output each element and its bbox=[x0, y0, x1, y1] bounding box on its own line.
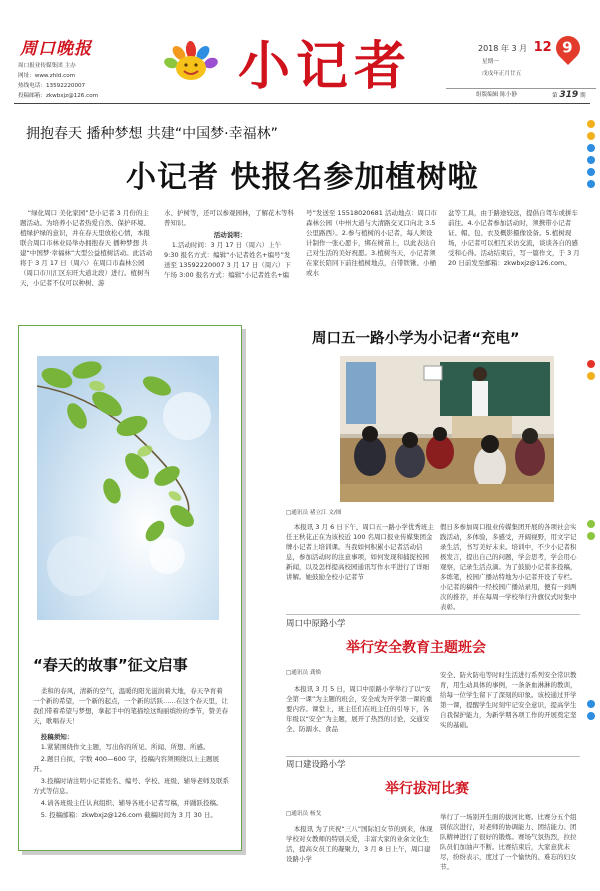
banner-kicker: 拥抱春天 播种梦想 共建“中国梦·幸福林” bbox=[26, 126, 278, 142]
lead-col-1-text: “绿化周口 美化家园”是小记者 3 月份的主题活动。为培养小记者热爱自然、保护环境、植绿护绿的意识，并在春天里放松心情，本报联合周口市林业局举办拥抱春天 播种梦想 共建“中国梦·幸福林”大型公益植树活动。此活动将于 3 月 17 日（周六）在周口市森林公园（周口市川汇区东旺大道北段）进行。植树当天，小记者不仅可以种树、游 bbox=[20, 209, 153, 287]
brand-title: 小记者 bbox=[238, 36, 413, 97]
story2-title: 举行安全教育主题班会 bbox=[346, 640, 486, 656]
side-dot-strip bbox=[586, 120, 596, 800]
feature-rule-3: 3.投稿时请注明小记者姓名、编号、学校、班级、辅导老师及联系方式等信息。 bbox=[33, 777, 229, 795]
children-sun-logo-icon bbox=[160, 36, 222, 82]
story2-divider bbox=[286, 614, 580, 615]
lead-col-4-text: 盆等工具，由于路途较远，提倡自驾车或拼车前往。4.小记者参加活动时，须携带小记者证、帽、包、衣及概影摄像设备。5.植树现场，小记者可以相互采访交流，谈谈各自的感受和心得。活动结束后，写一篇作文，于 3 月 20 日前发至邮箱：zkwbxjz@126.com。 bbox=[448, 209, 580, 267]
banner-headline: 小记者 快报名参加植树啦 bbox=[126, 160, 479, 195]
story1-body-right bbox=[440, 522, 580, 614]
feature-intro: 柔和的春风，清新的空气，温暖的阳光滋润着大地，春天孕育着一个新的希望，一个新的起点，一个新的活跃……在这个春天里，让我们带着希望与梦想，拿起手中的笔描绘这绚丽缤纷的季节，赞美春天，歌唱春天！ bbox=[33, 687, 228, 725]
date-line bbox=[478, 40, 552, 55]
lead-col-4 bbox=[448, 208, 580, 306]
story3-body-left bbox=[286, 824, 434, 886]
lead-col-1 bbox=[20, 208, 154, 306]
issue-number: 319 bbox=[559, 90, 579, 100]
story3-byline: □通讯员 杨戈 bbox=[286, 811, 322, 817]
hotline: 热线电话：13592220007 bbox=[18, 83, 86, 89]
masthead-divider bbox=[14, 103, 590, 104]
story1-title: 周口五一路小学为小记者“充电” bbox=[312, 331, 520, 347]
story2-body-right-text: 安全、防火防电等时时生活进行系列安全常识教育，用生动具体的事例，一条条血淋淋的教训，给每一位学生留下了深刻的印象。该校通过开学第一课，提醒学生时刻牢记安全意识，提高学生自我保护能力，为新学期各项工作的开展奠定坚实的基础。 bbox=[440, 671, 577, 729]
masthead bbox=[0, 0, 600, 104]
story3-kicker: 周口建设路小学 bbox=[286, 760, 346, 770]
feature-rule-2: 2.题目自拟，字数 400—600 字，投稿内容须围绕以上主题展开。 bbox=[33, 755, 219, 773]
editor-bar bbox=[446, 88, 596, 101]
editor: 组版编辑 陈小静 bbox=[476, 92, 517, 98]
issue-prefix: 第 bbox=[552, 93, 558, 99]
story2-body-left-text: 本报讯 3 月 5 日，周口中原路小学举行了以“安全第一课”为主题的班会，安全成为开学第一课的重要内容。课堂上，班主任们在班主任的引导下，各年级以“安全”为主题，展开了热烈的讨论，交通安全、防溺水、食品 bbox=[286, 685, 433, 733]
lead-article bbox=[20, 208, 580, 306]
story1-body-left bbox=[286, 522, 434, 614]
lead-col-2a-text: 水、护树等，还可以参观园林，了解花木等科普知识。 bbox=[164, 209, 294, 227]
lunar-date: 戊戌年正月廿五 bbox=[482, 71, 522, 77]
lead-col-2 bbox=[164, 208, 296, 306]
story2-body-left bbox=[286, 684, 434, 734]
story1-byline: □通讯员 褚立江 文/图 bbox=[286, 510, 342, 516]
story2-body-right bbox=[440, 670, 580, 732]
classroom-photo bbox=[340, 356, 554, 502]
issue bbox=[552, 91, 586, 100]
story3-title: 举行拔河比赛 bbox=[385, 781, 469, 797]
story2-byline: □通讯员 龚焕 bbox=[286, 670, 322, 676]
story3-body-left-text: 本报讯 为了庆祝“三八”国际妇女节的到来，体现学校对女教师的特别关爱，丰富大家的业余文化生活，提高女员工的凝聚力，3 月 8 日上午，周口建设路小学 bbox=[286, 825, 433, 863]
publisher: 周口报业传媒集团 主办 bbox=[18, 63, 76, 69]
story1-body-left-text: 本报讯 3 月 6 日下午，周口五一路小学优秀班主任王秋花正在为该校近 100 名周口报业传媒集团金牌小记者上培训课。当我如何积累小记者活动信息，参加活动时的注意事项，如何发现和捕捉校园新闻，以及怎样提高校园通讯写作水平进行了详细讲解。她鼓励全校小记者节 bbox=[286, 523, 434, 581]
story3-body-right-text: 举行了一场别开生面的拔河比赛。比赛分五个组别依次进行，对老师的协调能力、团结能力、团队精神进行了很好的锻炼。赛场气氛热烈，拉拉队员们加油声不断。比赛结束后，大家意犹未尽，纷纷表示，度过了一个愉快的、难忘的妇女节。 bbox=[440, 813, 577, 871]
issue-suffix: 期 bbox=[579, 93, 586, 99]
website: 网址：www.zhld.com bbox=[18, 73, 76, 79]
email: 投稿邮箱：zkwbxjz@126.com bbox=[18, 93, 99, 99]
lead-col-3 bbox=[306, 208, 438, 306]
lead-col-2-head: 活动说明： bbox=[213, 231, 247, 239]
date-text: 2018 年 3 月 bbox=[478, 44, 528, 53]
story3-body-right bbox=[440, 812, 580, 886]
feature-body bbox=[33, 686, 229, 822]
page-number-badge bbox=[551, 31, 585, 65]
weekday: 星期一 bbox=[482, 59, 499, 65]
story1-body-right-text: 假日多参加周口报业传媒集团开展的各项社会实践活动，多体验，多感受，开阔视野，用文字记录生活，书写美好未来。培训中，不少小记者积极发言，提出自己的问题，学会思考，学会用心观察，记录生活点滴。为了鼓励小记者多投稿，多练笔，校园广播站特地为小记者开设了专栏。小记者的稿件一经校园广播站录用，便有一到两次的推荐，并在每周一学校举行升旗仪式时集中表彰。 bbox=[440, 523, 577, 611]
story2-kicker: 周口中原路小学 bbox=[286, 619, 346, 629]
feature-rule-1: 1.紧紧围绕作文主题，写出你的所见、所闻、所想、所感。 bbox=[40, 743, 210, 751]
lead-col-2b-text: 1.活动时间：3 月 17 日（周六）上午 9:30 报名方式：编辑“小记者姓名+编号”发送至 13592220007 3 月 17 日（周六）下午场 3:00 报名方式：编辑“小记者姓名+编 bbox=[164, 241, 291, 279]
feature-rule-5: 5. 投稿邮箱：zkwbxjz@126.com 截稿时间为 3 月 30 日。 bbox=[40, 811, 217, 819]
story3-divider bbox=[286, 756, 580, 757]
page-number: 9 bbox=[562, 38, 573, 57]
leaves-photo bbox=[37, 356, 219, 620]
date-day: 12 bbox=[533, 40, 552, 55]
paper-logo: 周口晚报 bbox=[20, 39, 92, 59]
lead-col-3-text: 号”发送至 15518020681 活动地点：周口市森林公园（中州大道与大清路交叉口向北 3.5 公里路西）。2.参与植树的小记者，每人须设计制作一张心愿卡，绑在树苗上，以此表达自己对生活的美好祝愿。3.植树当天，小记者须在家长陪同下前往植树地点，自带铁锹、小桶或水 bbox=[306, 209, 437, 277]
feature-rules-head: 投稿须知： bbox=[40, 733, 74, 741]
feature-box bbox=[18, 325, 242, 851]
feature-title: “春天的故事”征文启事 bbox=[33, 656, 188, 674]
feature-rule-4: 4.请各班级主任认真组织、辅导各班小记者写稿，并踊跃投稿。 bbox=[40, 799, 223, 807]
